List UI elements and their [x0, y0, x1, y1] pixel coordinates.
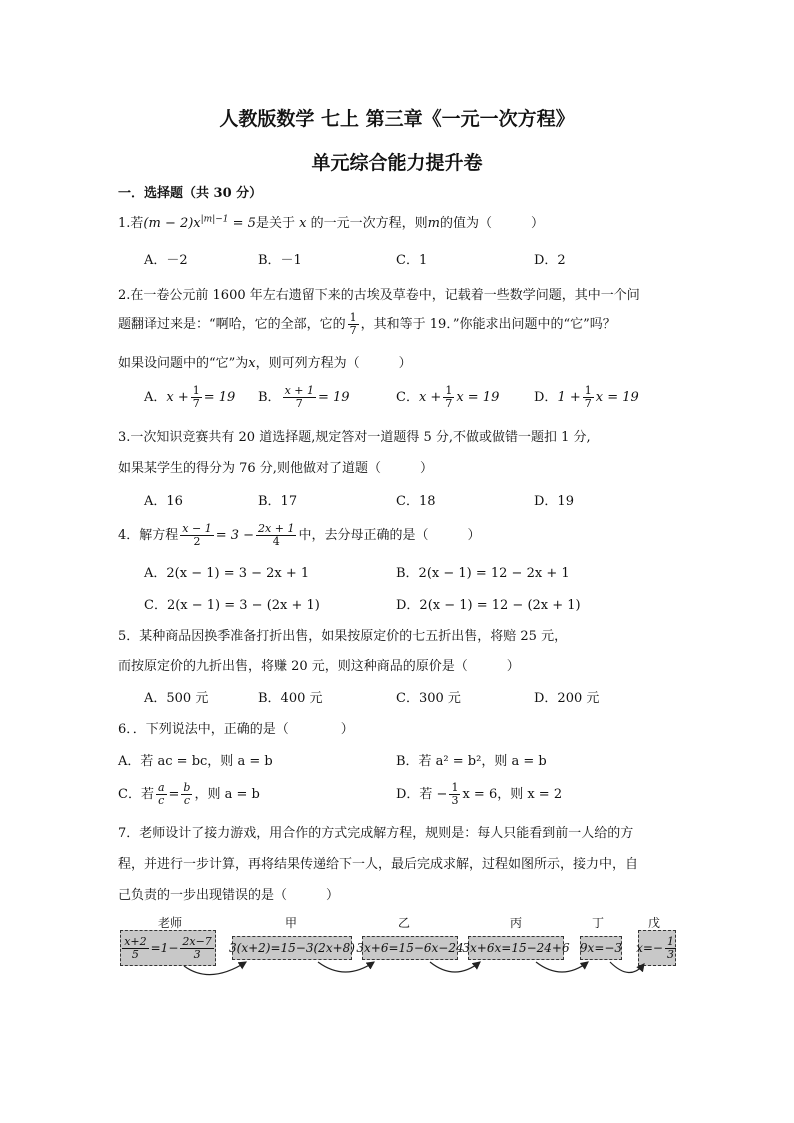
label-ding: 丁	[592, 916, 605, 930]
arrow-jia-yi	[318, 962, 374, 972]
arrow-bing-ding	[536, 962, 588, 972]
arrow-teacher-jia	[184, 962, 246, 975]
teacher-equation-box: $\frac{x+2}{5}$ =1− $\frac{2x-7}{3}$	[120, 930, 216, 966]
label-teacher: 老师	[158, 916, 183, 930]
question-1: 1.若$(m - 2)x^{|m|-1} = 5$是关于 x 的一元一次方程，则m的值为（ ）	[118, 214, 544, 231]
section-heading: 一．选择题（共 30 分）	[118, 186, 263, 201]
question-2-line-1: 2.在一卷公元前 1600 年左右遗留下来的古埃及草卷中，记载着一些数学问题，其中一个问	[118, 288, 640, 303]
q2-option-c[interactable]: C．x + $\frac{1}{7}$ x = 19	[396, 384, 500, 410]
q6-option-b[interactable]: B．若 a² = b²，则 a = b	[396, 754, 547, 769]
page-title: 人教版数学 七上 第三章《一元一次方程》	[219, 108, 575, 130]
fraction: $\frac{1}{7}$	[349, 311, 357, 337]
question-6: 6．．下列说法中，正确的是（ ）	[118, 722, 354, 737]
q2-option-d[interactable]: D．1 + $\frac{1}{7}$ x = 19	[534, 384, 639, 410]
q3-option-b[interactable]: B．17	[258, 494, 298, 509]
question-3-line-1: 3.一次知识竞赛共有 20 道选择题,规定答对一道题得 5 分,不做或做错一题扣 1 分,	[118, 430, 591, 445]
q1-option-a[interactable]: A．－2	[144, 253, 188, 268]
q6-option-a[interactable]: A．若 ac = bc，则 a = b	[118, 754, 273, 769]
question-4: 4．解方程 $\frac{x - 1}{2}$ = 3 − $\frac{2x + 1}{4}$ 中，去分母正确的是（ ）	[118, 522, 481, 548]
q6-option-d[interactable]: D．若 − $\frac{1}{3}$ x = 6，则 x = 2	[396, 781, 563, 807]
label-bing: 丙	[510, 916, 523, 930]
q5-option-a[interactable]: A．500 元	[144, 691, 209, 706]
q5-option-c[interactable]: C．300 元	[396, 691, 461, 706]
q3-option-c[interactable]: C．18	[396, 494, 436, 509]
q5-option-d[interactable]: D．200 元	[534, 691, 600, 706]
arrow-ding-wu	[610, 962, 644, 973]
question-7-line-1: 7．老师设计了接力游戏，用合作的方式完成解方程，规则是：每人只能看到前一人给的方	[118, 826, 634, 841]
jia-equation-box: 3(x+2)=15−3(2x+8)	[232, 936, 352, 960]
yi-equation-box: 3x+6=15−6x−24	[362, 936, 458, 960]
label-yi: 乙	[398, 916, 411, 930]
question-7-line-3: 己负责的一步出现错误的是（ ）	[118, 888, 340, 903]
q2-option-a[interactable]: A．x + $\frac{1}{7}$ = 19	[144, 384, 236, 410]
q3-option-d[interactable]: D．19	[534, 494, 574, 509]
question-7-line-2: 程，并进行一步计算，再将结果传递给下一人，最后完成求解，过程如图所示，接力中，自	[118, 857, 639, 872]
q4-option-b[interactable]: B．2(x − 1) = 12 − 2x + 1	[396, 566, 570, 581]
question-5-line-1: 5．某种商品因换季准备打折出售，如果按原定价的七五折出售，将赔 25 元，	[118, 629, 568, 644]
ding-equation-box: 9x=−3	[580, 936, 622, 960]
arrow-yi-bing	[430, 962, 480, 972]
q1-option-b[interactable]: B．－1	[258, 253, 302, 268]
label-wu: 戊	[648, 916, 661, 930]
question-2-line-3: 如果设问题中的“它”为x，则可列方程为（ ）	[118, 356, 412, 371]
wu-equation-box: x=− $\frac{1}{3}$	[638, 930, 676, 966]
q1-option-c[interactable]: C．1	[396, 253, 428, 268]
q1-option-d[interactable]: D．2	[534, 253, 566, 268]
q4-option-a[interactable]: A．2(x − 1) = 3 − 2x + 1	[144, 566, 310, 581]
q5-option-b[interactable]: B．400 元	[258, 691, 323, 706]
q4-option-d[interactable]: D．2(x − 1) = 12 − (2x + 1)	[396, 598, 581, 613]
bing-equation-box: 3x+6x=15−24+6	[468, 936, 564, 960]
q4-option-c[interactable]: C．2(x − 1) = 3 − (2x + 1)	[144, 598, 320, 613]
q3-option-a[interactable]: A．16	[144, 494, 183, 509]
question-3-line-2: 如果某学生的得分为 76 分,则他做对了道题（ ）	[118, 461, 433, 476]
page-subtitle: 单元综合能力提升卷	[311, 152, 483, 174]
question-5-line-2: 而按原定价的九折出售，将赚 20 元，则这种商品的原价是（ ）	[118, 659, 520, 674]
label-jia: 甲	[285, 916, 298, 930]
question-2-line-2: 题翻译过来是：“啊哈，它的全部，它的 $\frac{1}{7}$ ，其和等于 19．”你能求出问题中的“它”吗？	[118, 311, 616, 337]
q2-option-b[interactable]: B． $\frac{x + 1}{7}$ = 19	[258, 384, 350, 410]
q6-option-c[interactable]: C．若 $\frac{a}{c}$ = $\frac{b}{c}$ ，则 a = b	[118, 781, 260, 807]
